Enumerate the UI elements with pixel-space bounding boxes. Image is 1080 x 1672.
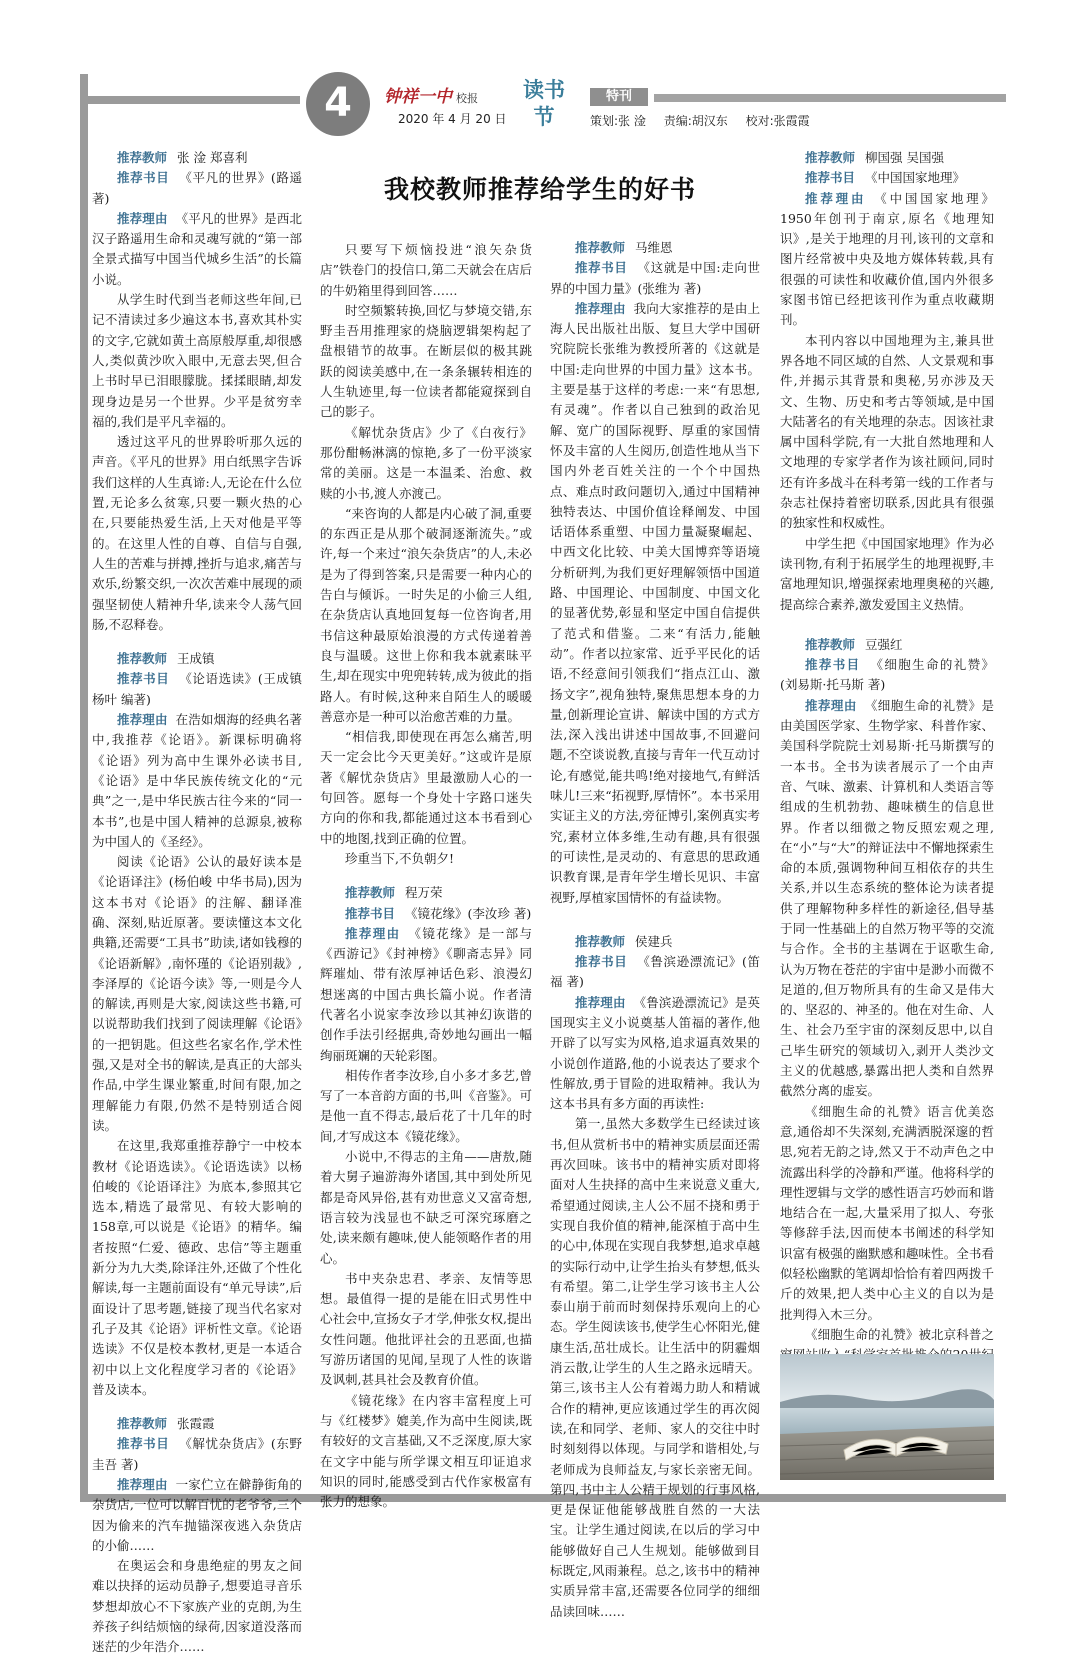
entry-zhong-guo-guo-jia-di-li [780,148,994,615]
frame-top-bar [80,96,300,104]
section-title: 读书节 [523,77,565,129]
paragraph: 《细胞生命的礼赞》被北京科普之 [805,1326,994,1342]
paragraph: 从学生时代到当老师这些年间,已记不清读过多少遍这本书,喜欢其朴实的文字,它就如黄土高原般厚重,却很感人,类似黄沙吹入眼中,无意去哭,但合上书时早已泪眼朦胧。揉揉眼睛,却发现身边是另一个世界。少平是贫穷幸福的,我们是平凡幸福的。 [92,292,302,429]
frame-left-bar [80,74,88,1502]
paragraph: 《镜花缘》在内容丰富程度上可与《红楼梦》媲美,作为高中生阅读,既有较好的文言基础,又不乏深度,原大家在文字中能与所学课文相互印证追求知识的同时,能感受到古代作家极富有张力的想象。 [320,1392,532,1510]
column-2 [320,240,532,1526]
reason-label: 推荐理由 [805,190,867,206]
teacher-label: 推荐教师 [805,150,856,165]
open-book-photo [780,1354,994,1480]
entry-lun-yu [92,649,302,1400]
paragraph: 第一,虽然大多数学生已经读过该书,但从赏析书中的精神实质层面还需再次回味。该书中的精神实质对即将面对人生抉择的高中生来说意义重大,希望通过阅读,主人公不屈不挠和勇于实现自我价值的精神,能深植于高中生的心中,体现在实现自我梦想,追求卓越的实际行动中,让学生抬头有梦想,低头有希望。第二,让学生学习该书主人公泰山崩于前而时刻保持乐观向上的心态。学生阅读该书,使学生心怀阳光,健康生活,茁壮成长。让生活中的阴霾烟消云散,让学生的人生之路永远晴天。第三,该书主人公有着竭力助人和精诚合作的精神,更应该通过学生的再次阅读,在和同学、老师、家人的交往中时时刻刻得以体现。与同学和谐相处,与老师成为良师益友,与家长亲密无间。第四,书中主人公精于规划的行事风格,更是保证他能够战胜自然的一大法宝。让学生通过阅读,在以后的学习中能够做好自己人生规划。能够做到目标既定,风雨兼程。总之,该书中的精神实质异常丰富,还需要各位同学的细细品读回味…… [550,1116,760,1619]
teacher-name: 王成镇 [177,651,215,667]
header-rule [654,94,1006,102]
reason-label: 推荐理由 [117,712,168,728]
teacher-name: 豆强红 [865,636,903,652]
reason-text: 我向大家推荐的是由上海人民出版社出版、复旦大学中国研究院院长张维为教授所著的《这就是中国:走向世界的中国力量》这本书。主要是基于这样的考虑:一来“有思想,有灵魂”。作者以自己独到的政治见解、宽广的国际视野、厚重的家国情怀及丰富的人生阅历,创造性地从当下国内外老百姓关注的一个个中国热点、难点时政问题切入,通过中国精神独特表达、中国价值诠释阐发、中国话语体系重塑、中国力量凝聚崛起、中西文化比较、中美大国博弈等语境分析研判,为我们更好理解领悟中国道路、中国理论、中国制度、中国文化的显著优势,彰显和坚定中国自信提供了范式和借鉴。二来“有活力,能触动”。作者以拉家常、近乎平民化的话语,不经意间引领我们“指点江山、激扬文字”,视角独特,聚焦思想本身的力量,创新理论宣讲、解读中国的方式方法,深入浅出讲述中国故事,不回避问题,不空谈说教,直接与青年一代互动讨论,有感觉,能共鸣!绝对接地气,有鲜活味儿!三来“拓视野,厚情怀”。本书采用实证主义的方法,旁征博引,案例真实考究,素材立体多维,生动有趣,具有很强的可读性,是灵动的、有意思的思政通识教育课,是青年学生增长见识、丰富视野,厚植家国情怀的有益读物。 [550,300,760,905]
entry-lu-bin-xun [550,932,760,1622]
entry-xi-bao-sheng-ming [780,635,994,1406]
book-title: 《解忧杂货店》(东野圭吾 著) [92,1436,302,1472]
reason-text: 《细胞生命的礼赞》是由美国医学家、生物学家、科普作家、美国科学院院士刘易斯·托马斯撰写的一本书。全书为读者展示了一个由声音、气味、激素、计算机和人类语言等组成的生机勃勃、趣味横生的信息世界。作者以细微之物反照宏观之理,在“小”与“大”的辩证法中不懈地探索生命的本质,强调物种间互相依存的共生关系,并以生态系统的整体论为读者提供了理解物种多样性的新途径,倡导基于同一性基础上的自然万物平等的交流与合作。全书的主基调在于讴歌生命,认为万物在苍茫的宇宙中是渺小而微不足道的,但万物所具有的生命又是伟大的、坚忍的、神圣的。他在对生命、人生、社会乃至宇宙的深刻反思中,以自己毕生研究的领域切入,剥开人类沙文主义的优越感,暴露出把人类和自然界截然分离的虚妄。 [780,697,994,1099]
paragraph: 相传作者李汝珍,自小多才多艺,曾写了一本音韵方面的书,叫《音鉴》。可是他一直不得志,最后花了十几年的时间,才写成这本《镜花缘》。 [320,1067,532,1144]
reason-label: 推荐理由 [345,925,401,941]
editor-credit: 责编:胡汉东 [663,114,728,128]
planner-credit: 策划:张 淦 [590,114,646,128]
paragraph: “相信我,即使现在再怎么痛苦,明天一定会比今天更美好。”这或许是原著《解忧杂货店》里最激励人心的一句回答。愿每一个身处十字路口迷失方向的你和我,都能通过这本书看到心中的地图,找到正确的位置。 [320,729,532,846]
book-label: 推荐书目 [117,671,170,687]
teacher-label: 推荐教师 [805,636,856,652]
reason-label: 推荐理由 [575,994,626,1010]
special-issue-tag: 特刊 [590,88,648,106]
column-4 [780,148,994,1420]
reason-label: 推荐理由 [805,697,857,713]
book-label: 推荐书目 [805,170,856,186]
article-headline: 我校教师推荐给学生的好书 [383,175,696,204]
entry-jie-you-za-huo-dian-cont [320,240,532,869]
teacher-label: 推荐教师 [345,885,396,901]
open-book-photo-image [780,1354,994,1480]
teacher-name: 张霞霞 [177,1416,215,1432]
reason-text: 《鲁滨逊漂流记》是英国现实主义小说奠基人笛福的著作,他开辟了以写实为风格,追求逼真效果的小说创作道路,他的小说表达了要求个性解放,勇于冒险的进取精神。我认为这本书具有多方面的再读性: [550,994,760,1112]
paragraph: 只要写下烦恼投进“浪矢杂货店”铁卷门的投信口,第二天就会在店后的牛奶箱里得到回答…… [320,242,532,298]
entry-jie-you-za-huo-dian [92,1414,302,1658]
masthead-suffix: 校报 [456,92,478,105]
teacher-label: 推荐教师 [117,150,168,165]
reason-text: 《镜花缘》是一部与《西游记》《封神榜》《聊斋志异》同辉璀灿、带有浓厚神话色彩、浪漫幻想迷离的中国古典长篇小说。作者清代著名小说家李汝珍以其神幻诙谐的创作手法引经据典,奇妙地勾画出一幅绚丽斑斓的天轮彩图。 [320,925,532,1063]
book-title: 《中国国家地理》 [865,170,966,186]
reason-text: 在浩如烟海的经典名著中,我推荐《论语》。新课标明确将《论语》列为高中生课外必读书目,《论语》是中华民族传统文化的“元典”之一,是中华民族古往今来的“同一本书”,也是中国人精神的总源泉,被称为中国人的《圣经》。 [92,712,302,849]
book-title: 《论语选读》(王成镇 杨叶 编著) [92,671,302,707]
paragraph: 中学生把《中国国家地理》作为必读刊物,有利于拓展学生的地理视野,丰富地理知识,增强探索地理奥秘的兴趣,提高综合素养,激发爱国主义热情。 [780,535,994,612]
book-label: 推荐书目 [575,260,628,276]
teacher-label: 推荐教师 [117,651,168,667]
paragraph: 透过这平凡的世界聆听那久远的声音。《平凡的世界》用白纸黑字告诉我们这样的人生真谛:人,无论在什么位置,无论多么贫寒,只要一颗火热的心在,只要能热爱生活,上天对他是平等的。在这里人性的自尊、自信与自强,人生的苦难与拼搏,挫折与追求,痛苦与欢乐,纷繁交织,一次次苦难中展现的顽强坚韧使人精神升华,读来令人荡气回肠,不忍释卷。 [92,434,302,632]
paragraph: 小说中,不得志的主角——唐敖,随着大舅子遍游海外诸国,其中到处所见都是奇风异俗,甚有劝世意义又富奇想,语言较为浅显也不缺乏可深究琢磨之处,读来颇有趣味,使人能领略作者的用心。 [320,1149,532,1266]
column-1 [92,148,302,1672]
paragraph: “来咨询的人都是内心破了洞,重要的东西正是从那个破洞逐渐流失。”或许,每一个来过“浪矢杂货店”的人,未必是为了得到答案,只是需要一种内心的告白与倾诉。一时失足的小偷三人组,在杂货店认真地回复每一位咨询者,用书信这种最原始浪漫的方式传递着善良与温暖。这世上你和我本就素昧平生,却在现实中兜兜转转,成为彼此的指路人。有时候,这种来自陌生人的暖暖善意亦是一种可以治愈苦难的力量。 [320,505,532,724]
teacher-label: 推荐教师 [117,1416,168,1432]
reason-text: 《平凡的世界》是西北汉子路遥用生命和灵魂写就的“第一部全景式描写中国当代城乡生活”的长篇小说。 [92,210,302,287]
teacher-label: 推荐教师 [575,933,626,949]
credits-line [590,112,824,129]
paragraph: 时空频繁转换,回忆与梦境交错,东野圭吾用推理家的烧脑逻辑架构起了盘根错节的故事。在断层似的极其跳跃的阅读美感中,在一条条辗转相连的人生轨迹里,每一位读者都能窥探到自己的影子。 [320,302,532,420]
book-label: 推荐书目 [345,905,396,921]
paragraph: 珍重当下,不负朝夕! [345,850,454,866]
reason-label: 推荐理由 [117,210,168,226]
book-title: 《镜花缘》(李汝珍 著) [405,905,532,921]
column-3 [550,238,760,1636]
book-label: 推荐书目 [117,170,170,186]
book-title: 《鲁滨逊漂流记》(笛福 著) [550,954,760,990]
teacher-name: 程万荣 [405,885,443,901]
masthead [384,82,514,107]
entry-jing-hua-yuan [320,883,532,1512]
page-number: 4 [306,72,370,136]
paragraph: 阅读《论语》公认的最好读本是《论语译注》(杨伯峻 中华书局),因为这本书对《论语》的注解、翻译准确、深刻,贴近原著。要读懂这本文化典籍,还需要“工具书”助读,诸如钱穆的《论语新解》,南怀瑾的《论语别裁》,李泽厚的《论语今读》等,一则是今人的解读,再则是大家,阅读这些书籍,可以说帮助我们找到了阅读理解《论语》的一把钥匙。但这些名家名作,学术性强,又是对全书的解读,是真正的大部头作品,中学生课业繁重,时间有限,加之理解能力有限,仍然不是特别适合阅读。 [92,854,302,1133]
teacher-name: 张 淦 郑喜利 [177,150,248,165]
book-label: 推荐书目 [805,657,861,673]
teacher-name: 柳国强 吴国强 [865,150,944,165]
teacher-name: 马维恩 [635,240,673,255]
teacher-label: 推荐教师 [575,240,626,255]
paragraph: 在奥运会和身患绝症的男友之间难以抉择的运动员静子,想要追寻音乐梦想却放心不下家族产业的克朗,为生养孩子纠结烦恼的绿荷,因家道没落而迷茫的少年浩介…… [92,1558,302,1655]
reason-text: 一家伫立在僻静街角的杂货店,一位可以解百忧的老爷爷,三个因为偷来的汽车抛锚深夜逃入杂货店的小偷…… [92,1477,302,1553]
masthead-title: 钟祥一中 [384,87,452,107]
reason-label: 推荐理由 [575,300,626,316]
entry-ping-fan-de-shi-jie [92,148,302,635]
book-label: 推荐书目 [117,1436,170,1452]
issue-date: 2020 年 4 月 20 日 [398,112,507,126]
reason-text: 《中国国家地理》1950年创刊于南京,原名《地理知识》,是关于地理的月刊,该刊的文章和图片经常被中央及地方媒体转载,具有很强的可读性和收藏价值,国内外很多家图书馆已经把该刊作为重点收藏期刊。 [780,190,994,328]
entry-zhe-jiu-shi-zhong-guo [550,238,760,908]
book-title: 《平凡的世界》(路遥著) [92,170,302,206]
book-label: 推荐书目 [575,954,628,970]
paragraph: 在这里,我郑重推荐静宁一中校本教材《论语选读》。《论语选读》以杨伯峻的《论语译注》为底本,参照其它选本,精选了最常见、有较大影响的158章,可以说是《论语》的精华。编者按照“仁爱、德政、忠信”等主题重新分为九大类,除译注外,还做了个性化解读,每一主题前面设有“单元导读”,后面设计了思考题,链接了现当代名家对孔子及其《论语》评析性文章。《论语选读》不仅是校本教材,更是一本适合初中以上文化程度学习者的《论语》普及读本。 [92,1138,302,1397]
paragraph: 《解忧杂货店》少了《白夜行》那份酣畅淋漓的惊艳,多了一份平淡家常的美丽。这是一本温柔、治愈、救赎的小书,渡人亦渡己。 [320,424,532,501]
book-title: 《细胞生命的礼赞》(刘易斯·托马斯 著) [780,657,994,693]
proofreader-credit: 校对:张霞霞 [745,114,810,128]
book-title: 《这就是中国:走向世界的中国力量》(张维为 著) [550,260,760,296]
reason-label: 推荐理由 [117,1477,168,1492]
paragraph: 本刊内容以中国地理为主,兼具世界各地不同区域的自然、人文景观和事件,并揭示其背景和奥秘,另亦涉及天文、生物、历史和考古等领域,是中国大陆著名的有关地理的杂志。因该社隶属中国科学院,有一大批自然地理和人文地理的专家学者作为该社顾问,同时还有许多战斗在科考第一线的工作者与杂志社保持着密切联系,因此具有很强的独家性和权威性。 [780,332,994,531]
teacher-name: 侯建兵 [635,933,673,949]
paragraph: 《细胞生命的礼赞》语言优美恣意,通俗却不失深刻,充满洒脱深邃的哲思,宛若无韵之诗,然又于不动声色之中流露出科学的冷静和严谨。他将科学的理性逻辑与文学的感性语言巧妙而和谐地结合在一起,大量采用了拟人、夸张等修辞手法,因而使本书阐述的科学知识富有极强的幽默感和趣味性。全书看似轻松幽默的笔调却恰恰有着四两拨千斤的效果,把人类中心主义的自以为是批判得入木三分。 [780,1103,994,1322]
paragraph: 书中夹杂忠君、孝亲、友情等思想。最值得一提的是能在旧式男性中心社会中,宣扬女子才学,伸张女权,提出女性问题。他批评社会的丑恶面,也描写游历诸国的见闻,呈现了人性的诙谐及讽刺,甚具社会及教育价值。 [320,1270,532,1388]
